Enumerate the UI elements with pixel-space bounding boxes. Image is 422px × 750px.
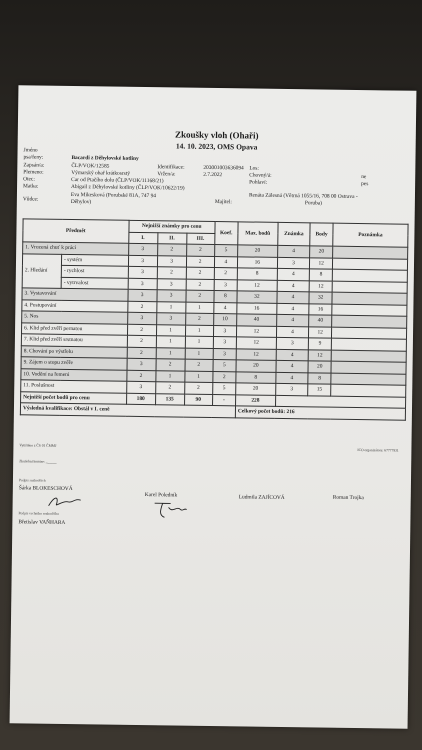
print-line-left: Vytištěno z ČS 01 ČMMJ xyxy=(19,443,57,448)
cell-iii: 2 xyxy=(186,267,214,279)
cell-iii: 1 xyxy=(185,325,213,337)
cell-ii: 2 xyxy=(157,267,186,279)
identifikace-label: Identifikace: xyxy=(157,164,185,171)
cell-koef: 4 xyxy=(214,256,237,268)
vudce-value-line1: Eva Mikesková (Porubské 81A, 747 94 xyxy=(70,191,157,200)
cell-poznamka xyxy=(331,338,406,351)
cell-max: 12 xyxy=(237,279,277,291)
signature-2 xyxy=(150,499,190,520)
cell-iii: 1 xyxy=(184,371,212,383)
cell-ii: 1 xyxy=(155,370,184,382)
header-koef: Koef. xyxy=(214,222,238,245)
pohlavi-value: pes xyxy=(361,181,369,188)
cell-body: 20 xyxy=(308,361,331,373)
cell-i: 3 xyxy=(128,266,157,278)
cell-poznamka xyxy=(331,373,406,386)
cell-znamka: 3 xyxy=(276,337,309,349)
los-label: Los: xyxy=(249,165,259,172)
evaluation-sheet xyxy=(10,85,417,728)
cell-body: 40 xyxy=(309,315,332,327)
cell-koef: 10 xyxy=(213,313,236,325)
subject-cell: 10. Vodění na řemeni xyxy=(21,368,127,381)
cell-i: 2 xyxy=(126,370,155,382)
cell-koef: 3 xyxy=(214,279,237,291)
header-c3: III. xyxy=(186,233,214,245)
subsubject-cell: - rychlost xyxy=(61,265,128,277)
header-znamka: Známka xyxy=(277,222,310,245)
cell-koef: 3 xyxy=(213,336,236,348)
print-line-right: ICO organizátora: 67777931 xyxy=(357,448,399,453)
header-predmet: Předmět xyxy=(23,219,129,243)
subsubject-cell: - systém xyxy=(61,254,128,266)
cell-body: 9 xyxy=(309,338,332,350)
cell-body: 15 xyxy=(308,384,331,396)
cell-max: 40 xyxy=(237,314,277,326)
cell-znamka: 4 xyxy=(276,303,309,315)
subject-cell: 4. Postupování xyxy=(22,299,128,312)
signature-1 xyxy=(45,494,85,511)
role-head-judge: Podpis vrchního rozhodčího xyxy=(18,511,60,516)
cell-ii: 1 xyxy=(156,336,185,348)
header-body: Body xyxy=(310,223,333,246)
total-c2: 135 xyxy=(155,393,184,405)
cell-body: 12 xyxy=(308,349,331,361)
header-nejnizsi: Nejnižší známky pro cenu xyxy=(129,220,215,233)
cell-max: 16 xyxy=(237,302,277,314)
matka-value: Abigail z Děhylovské kotliny (ČLP/VOK/10622/19) xyxy=(71,183,185,192)
total-label: Nejnižší počet bodů pro cenu xyxy=(21,391,127,404)
jmeno-label-2: psa/feny: xyxy=(23,154,44,161)
subject-cell: 1. Vrozená chuť k práci xyxy=(23,242,129,255)
cell-ii: 3 xyxy=(157,290,186,302)
cell-max: 8 xyxy=(236,371,276,383)
subject-cell: 3. Vystavování xyxy=(22,288,128,301)
judge-1: Šárka BLOKESCHOVÁ xyxy=(18,485,73,493)
total-koef: - xyxy=(212,394,235,406)
cell-i: 2 xyxy=(127,301,156,313)
cell-znamka: 3 xyxy=(277,257,310,269)
zapsan-value: ČLP/VOK/12585 xyxy=(71,162,110,170)
role-judges: Podpis rozhodčích xyxy=(18,478,46,483)
plemeno-value: Výmarský ohař krátkosrstý xyxy=(71,169,130,177)
grades-table xyxy=(20,218,409,420)
cell-koef: 5 xyxy=(214,245,237,257)
cell-iii: 2 xyxy=(186,290,214,302)
otec-label: Otec: xyxy=(23,176,35,183)
cell-iii: 2 xyxy=(184,382,212,394)
cell-znamka: 4 xyxy=(276,314,309,326)
cell-i: 3 xyxy=(128,289,157,301)
cell-ii: 2 xyxy=(156,359,185,371)
subject-cell: 9. Zájem o stopu zvěře xyxy=(21,357,127,370)
cell-znamka: 4 xyxy=(277,268,310,280)
identifikace-value: 203001003636094 xyxy=(203,164,244,172)
cell-i: 2 xyxy=(127,324,156,336)
cell-i: 3 xyxy=(128,243,157,255)
cell-poznamka xyxy=(331,384,406,397)
cell-poznamka xyxy=(331,361,406,374)
header-c2: II. xyxy=(157,232,186,244)
header-max: Max. bodů xyxy=(238,222,278,246)
cell-ii: 2 xyxy=(155,382,184,394)
cell-i: 3 xyxy=(127,312,156,324)
cell-max: 12 xyxy=(236,325,276,337)
result-points: Celkový počet bodů: 216 xyxy=(235,406,405,420)
subject-cell: 11. Poslušnost xyxy=(21,380,127,393)
cell-body: 20 xyxy=(310,246,333,258)
cell-koef: 2 xyxy=(213,371,236,383)
cell-koef: 5 xyxy=(212,382,235,394)
pohlavi-label: Pohlaví: xyxy=(249,179,268,186)
cell-max: 20 xyxy=(236,360,276,372)
subject-cell: 7. Klid před zvěří srstnatou xyxy=(21,334,127,347)
cell-i: 3 xyxy=(127,358,156,370)
jmeno-label: Jméno xyxy=(23,147,38,154)
cell-ii: 1 xyxy=(156,347,185,359)
cell-iii: 2 xyxy=(186,256,214,268)
document-subtitle: 14. 10. 2023, OMS Opava xyxy=(175,141,258,152)
cell-iii: 2 xyxy=(186,244,214,256)
cell-koef: 4 xyxy=(213,302,236,314)
subsubject-cell: - vytrvalost xyxy=(61,277,128,289)
cell-body: 32 xyxy=(309,292,332,304)
cell-znamka: 4 xyxy=(276,349,309,361)
cell-koef: 5 xyxy=(213,359,236,371)
cell-znamka: 4 xyxy=(277,291,310,303)
vrzen-label: Vržen/a: xyxy=(157,171,176,178)
cell-i: 3 xyxy=(126,381,155,393)
zapsan-label: Zapsán/a: xyxy=(23,162,45,169)
cell-max: 16 xyxy=(237,256,277,268)
cell-znamka: 4 xyxy=(276,372,309,384)
cell-body: 12 xyxy=(309,280,332,292)
cell-body: 16 xyxy=(309,303,332,315)
cell-koef: 3 xyxy=(213,325,236,337)
cell-i: 2 xyxy=(127,335,156,347)
dog-name: Bacardi z Děhylovské kotliny xyxy=(71,154,139,162)
cell-poznamka xyxy=(331,350,406,363)
cell-ii: 3 xyxy=(157,255,186,267)
cell-max: 12 xyxy=(236,337,276,349)
cell-iii: 2 xyxy=(185,359,213,371)
total-c1: 180 xyxy=(126,393,155,405)
header-c1: I. xyxy=(128,232,157,244)
vrzen-value: 2.7.2022 xyxy=(203,171,223,179)
cell-i: 3 xyxy=(128,255,157,267)
cell-znamka: 4 xyxy=(277,245,310,257)
cell-ii: 2 xyxy=(157,244,186,256)
cell-max: 20 xyxy=(238,245,278,257)
cell-body: 8 xyxy=(310,269,333,281)
subject-cell: 8. Chování po výstřelu xyxy=(21,345,127,358)
cell-koef: 8 xyxy=(214,291,237,303)
cell-max: 32 xyxy=(237,291,277,303)
vudce-value-line2: Děhylov) xyxy=(70,198,92,206)
cell-znamka: 3 xyxy=(275,383,308,395)
cell-max: 12 xyxy=(236,348,276,360)
chovny-value: ne xyxy=(361,174,367,181)
cell-znamka: 4 xyxy=(276,326,309,338)
cell-koef: 2 xyxy=(214,268,237,280)
cell-body: 12 xyxy=(310,257,333,269)
table-header-row xyxy=(23,219,408,236)
majitel-value-line1: Renáta Zálesná (Větrná 1055/16, 708 00 Ostrava - xyxy=(248,192,358,200)
judge-3: Ludmila ZAJÍCOVÁ xyxy=(238,494,285,502)
subject-cell: 6. Klid před zvěří pernatou xyxy=(22,322,128,335)
cell-ii: 3 xyxy=(156,313,185,325)
cell-ii: 1 xyxy=(156,324,185,336)
total-c3: 90 xyxy=(184,394,212,406)
chovny-label: Chovný/á: xyxy=(249,172,272,179)
cell-iii: 2 xyxy=(186,279,214,291)
majitel-value-line2: Poruba) xyxy=(304,200,322,207)
otec-value: Car od Ptačího dolu (ČLP/VOK/11168/21) xyxy=(71,176,164,185)
plemeno-label: Plemeno: xyxy=(23,169,44,176)
subject-cell: 2. Hledání xyxy=(22,253,61,288)
subject-cell: 5. Nos xyxy=(22,311,128,324)
majitel-label: Majitel: xyxy=(214,199,232,206)
cell-i: 3 xyxy=(128,278,157,290)
cell-i: 2 xyxy=(127,347,156,359)
cell-koef: 3 xyxy=(213,348,236,360)
cell-iii: 2 xyxy=(185,313,213,325)
cell-max: 8 xyxy=(237,268,277,280)
judge-4: Roman Trojka xyxy=(332,494,364,502)
total-max: 228 xyxy=(235,394,275,406)
header-poznamka: Poznámka xyxy=(333,223,408,247)
result-qualification: Výsledná kvalifikace: Obstál v I. ceně xyxy=(20,403,235,417)
cell-znamka: 4 xyxy=(276,360,309,372)
cell-znamka: 4 xyxy=(277,280,310,292)
cell-ii: 1 xyxy=(156,301,185,313)
committee-line: Zkušební komise: ______ xyxy=(19,459,57,464)
document-title: Zkoušky vloh (Ohaři) xyxy=(174,129,259,141)
vudce-label: Vůdce: xyxy=(22,196,39,203)
cell-iii: 1 xyxy=(185,302,213,314)
cell-iii: 1 xyxy=(185,348,213,360)
cell-body: 12 xyxy=(309,326,332,338)
cell-body: 8 xyxy=(308,372,331,384)
cell-poznamka xyxy=(333,246,408,259)
cell-iii: 1 xyxy=(185,336,213,348)
judge-2: Karel Poledník xyxy=(144,492,178,499)
judge-5: Břetislav VAŇHARA xyxy=(18,519,66,526)
cell-max: 20 xyxy=(236,383,276,395)
matka-label: Matka: xyxy=(23,183,39,190)
cell-ii: 3 xyxy=(157,278,186,290)
